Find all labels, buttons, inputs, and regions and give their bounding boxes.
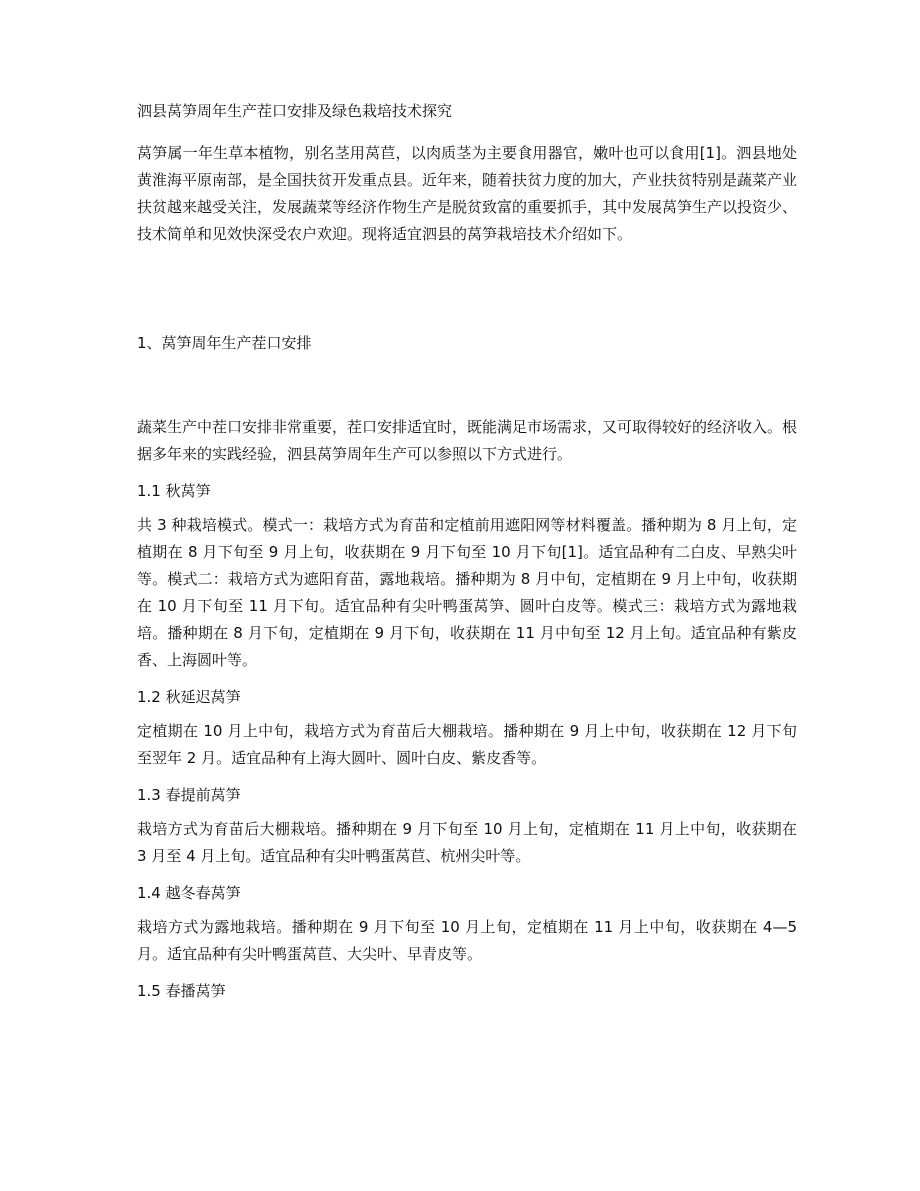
document-title: 泗县莴笋周年生产茬口安排及绿色栽培技术探究 — [137, 102, 453, 120]
subsection-1-4-heading: 1.4 越冬春莴笋 — [137, 884, 241, 902]
subsection-1-3-paragraph: 栽培方式为育苗后大棚栽培。播种期在 9 月下旬至 10 月上旬，定植期在 11 月上中旬，收获期在 3 月至 4 月上旬。适宜品种有尖叶鸭蛋莴苣、杭州尖叶等。 — [137, 820, 797, 865]
subsection-1-1-heading: 1.1 秋莴笋 — [137, 482, 211, 500]
intro-paragraph: 莴笋属一年生草本植物，别名茎用莴苣，以肉质茎为主要食用器官，嫩叶也可以食用[1]。泗县地处黄淮海平原南部，是全国扶贫开发重点县。近年来，随着扶贫力度的加大，产业扶贫特别是蔬菜产业扶贫越来越受关注，发展蔬菜等经济作物生产是脱贫致富的重要抓手，其中发展莴笋生产以投资少、技术简单和见效快深受农户欢迎。现将适宜泗县的莴笋栽培技术介绍如下。 — [137, 144, 798, 243]
section-1-heading: 1、莴笋周年生产茬口安排 — [137, 334, 312, 352]
subsection-1-5-heading: 1.5 春播莴笋 — [137, 982, 226, 1000]
subsection-1-4-paragraph: 栽培方式为露地栽培。播种期在 9 月下旬至 10 月上旬，定植期在 11 月上中旬，收获期在 4—5 月。适宜品种有尖叶鸭蛋莴苣、大尖叶、早青皮等。 — [137, 918, 797, 963]
subsection-1-1-paragraph: 共 3 种栽培模式。模式一：栽培方式为育苗和定植前用遮阳网等材料覆盖。播种期为 8 月上旬，定植期在 8 月下旬至 9 月上旬，收获期在 9 月下旬至 10 月下旬[1]。适宜品种有二白皮、早熟尖叶等。模式二：栽培方式为遮阳育苗，露地栽培。播种期为 8 月中旬，定植期在 9 月上中旬，收获期在 10 月下旬至 11 月下旬。适宜品种有尖叶鸭蛋莴笋、圆叶白皮等。模式三：栽培方式为露地栽培。播种期在 8 月下旬，定植期在 9 月下旬，收获期在 11 月中旬至 12 月上旬。适宜品种有紫皮香、上海圆叶等。 — [137, 516, 797, 669]
document-content — [137, 100, 797, 1012]
subsection-1-3-heading: 1.3 春提前莴笋 — [137, 786, 241, 804]
subsection-1-2-heading: 1.2 秋延迟莴笋 — [137, 688, 241, 706]
subsection-1-2-paragraph: 定植期在 10 月上中旬，栽培方式为育苗后大棚栽培。播种期在 9 月上中旬，收获期在 12 月下旬至翌年 2 月。适宜品种有上海大圆叶、圆叶白皮、紫皮香等。 — [137, 722, 797, 767]
section-1-paragraph: 蔬菜生产中茬口安排非常重要，茬口安排适宜时，既能满足市场需求，又可取得较好的经济收入。根据多年来的实践经验，泗县莴笋周年生产可以参照以下方式进行。 — [137, 418, 798, 463]
